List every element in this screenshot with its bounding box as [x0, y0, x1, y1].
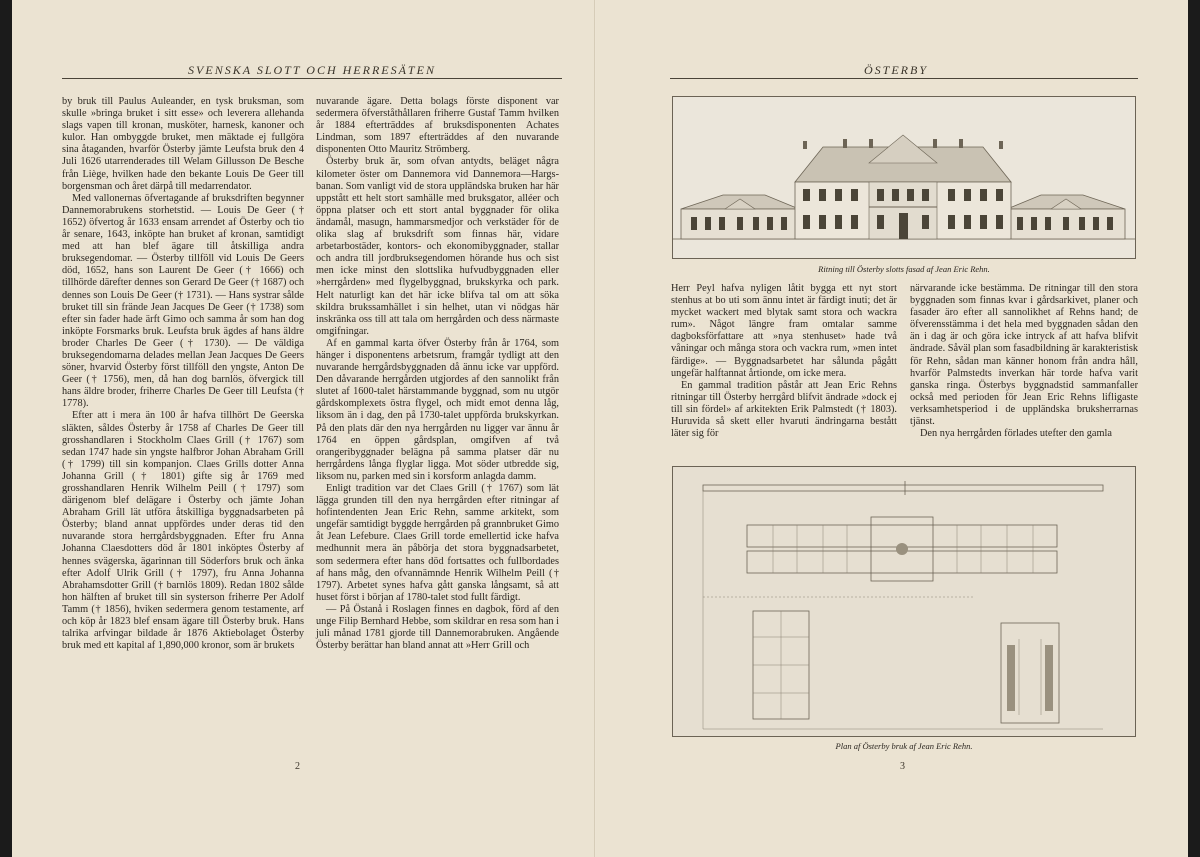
paragraph: Den nya herrgården förlades utefter den gamla [920, 428, 1112, 440]
paragraph: Af en gammal karta öfver Österby från år 1764, som hänger i disponentens arbetsrum, framgår tydligt att den nuvarande herrgårdsbyggnaden då ännu icke var uppförd. Den dåvarande herrgården utgjordes af den sannolikt från slutet af 1600-talet härstammande byggnad, som nu utgör gårdskomplexets östra flygel, och midt emot denna låg, liksom än i dag, den på 1730-talet uppförda brukskyrkan. På den plats där den nya herrgården nu ligger var ännu år 1764 en öppen gårdsplan, omgifven af två orangeribyggnader belägna på samma platser där nu herrgårdens långa flyglar ligga. Mot söder utbredde sig, liksom nu, parken med sin i korsform anlagda damm. [316, 337, 559, 482]
plan-caption: Plan af Österby bruk af Jean Eric Rehn. [835, 741, 973, 751]
paragraph: by bruk till Paulus Auleander, en tysk bruksman, som skulle »bringa bruket i sitt esse» och leverera allehanda slags vapen till kronan, musköter, harnesk, kanoner och kulor. Han ombyggde bruket, men mäktade ej fullgöra sina åtaganden, hvarför Österby jämte Leufsta bruk den 4 Juli 1626 utarrenderades till Welam Gillusson De Besche från Liège, hvilken hade den bekante Louis De Geer till borgensman och året därpå till medarrendator. [62, 96, 304, 192]
facade-caption: Ritning till Österby slotts fasad af Jean Eric Rehn. [818, 264, 990, 274]
facade-illustration [673, 97, 1135, 258]
right-page-column-1 [671, 283, 897, 440]
paragraph: Herr Peyl hafva nyligen låtit bygga ett nyt stort stenhus at bo uti som ännu intet är färdigt inuti; det är mycket wackert med blytak samt stora och wackra rum». Något längre fram omtalar samme dagboksförfattare att »nya stenhuset» hade två våningar och många stora och vackra rum, »men intet färdige». — Byggnadsarbetet har sålunda pågått ungefär halftannat årtionde, om icke mera. [671, 283, 897, 379]
running-head-right: ÖSTERBY [863, 63, 928, 77]
facade-drawing [672, 96, 1136, 259]
paragraph: — På Östanå i Roslagen finnes en dagbok, förd af den unge Filip Bernhard Hebbe, som skildrar en resa som han i juli månad 1781 gjorde till Dannemorabruken. Angående Österby berättar han bland annat att »Herr Grill och [316, 603, 559, 652]
paragraph: nuvarande ägare. Detta bolags förste disponent var sedermera öfverståthållaren friherre Gustaf Tamm hvilken år 1884 efterträddes af bruksdisponenten Achates Lindman, som 1897 efterträddes af den nuvarande disponenten Otto Mauritz Strömberg. [316, 96, 559, 156]
paragraph: Enligt tradition var det Claes Grill († 1767) som lät lägga grunden till den nya herrgården efter ritningar af hofintendenten Jean Eric Rehn, samme arkitekt, som ungefär samtidigt byggde herrgården på grannbruket Gimo åt Jean Lefebure. Claes Grill torde emellertid icke hafva medhunnit mera än påbörja det stora byggnadsarbetet, som sedermera efter hans död fortsattes och fullbordades af hans måg, den ofvannämnde Henrik Wilhelm Peill († 1797). Arbetet synes hafva gått ganska långsamt, så att huset först i början af 1780-talet stod fullt färdigt. [316, 483, 559, 603]
site-plan-drawing [672, 466, 1136, 737]
paragraph: Efter att i mera än 100 år hafva tillhört De Geerska släkten, såldes Österby år 1758 af Charles De Geer till grosshandlaren i Stockholm Claes Grill († 1767) som sedan 1747 hade sin yngste halfbror Johan Abraham Grill († 1799) till sin kompanjon. Claes Grills dotter Anna Johanna Grill († 1801) gifte sig år 1769 med grosshandlaren Henrik Wilhelm Peill († 1797) som därigenom blef delägare i Österby och jämte Johan Abraham Grill lät utföra åtskilliga byggnadsarbeten på Österby; bland annat uppfördes under deras tid den nuvarande stora herrgårdsbyggnaden. Efter fru Anna Johanna Claesdotters död år 1801 inköptes Österby af hennes svägerska, ägarinnan till Söderfors bruk och änka efter Adolf Ulrik Grill († 1797), fru Anna Johanna Abrahamsdotter Grill († barnlös 1809). Redan 1802 sålde hon hälften af bruket till sin systerson friherre Per Adolf Tamm († 1856), hviken sedermera genom testamente, arf och köp år 1823 blef ensam ägare till Österby bruk. Hans talrika arfvingar bildade år 1876 Aktiebolaget Österby bruk med ett kapital af 1,890,000 kronor, som är brukets [62, 410, 304, 652]
paragraph: En gammal tradition påstår att Jean Eric Rehns ritningar till Österby herrgård blifvit ändrade »dock ej till sin fördel» af arkitekten Erik Palmstedt († 1803). Huruvida så skett eller hvaruti ändringarna bestått läter sig för [671, 379, 897, 440]
page-number-left: 2 [295, 761, 300, 772]
header-rule-left [62, 78, 562, 79]
left-page-column-2 [316, 96, 559, 652]
left-page-column-1 [62, 96, 304, 652]
page-number-right: 3 [900, 761, 905, 772]
paragraph: närvarande icke bestämma. De ritningar till den stora byggnaden som finnas kvar i gårdsarkivet, planer och fasader äro efter all sannolikhet af Rehns hand; de öfverensstämma i det hela med byggnaden sådan den än i dag är och göra icke intryck af att hafva blifvit ändrade. Såväl plan som fasadbildning är karakteristisk för Rehn, sådan man känner honom från andra håll, hvarför Palmstedts inverkan här torde hafva varit ganska ringa. Österbys byggnadstid sammanfaller också med perioden för Jean Eric Rehns lifligaste verksamhetsperiod i de uppländska bruksherrarnas tjänst. [910, 283, 1138, 428]
header-rule-right [670, 78, 1138, 79]
running-head-left: SVENSKA SLOTT OCH HERRESÄTEN [188, 63, 436, 77]
right-page [596, 0, 1188, 857]
right-page-column-2 [910, 283, 1138, 440]
paragraph: Österby bruk är, som ofvan antydts, beläget några kilometer öster om Dannemora vid Dannemora—Hargs-banan. Som vanligt vid de stora uppländska bruken har här uppstått ett helt stort samhälle med bruksgator, alléer och öppna platser och ett stort antal byggnader för olika ändamål, masugn, hammarsmedjor och verkstäder för de olika slag af bruksdrift som finnas här, vidare arbetarbostäder, kontors- och ekonomibyggnader, stallar och andra till jordbruksegendomen hörande hus och sist men icke minst den slottslika hufvudbyggnaden eller »herrgården» med flygelbyggnad, brukskyrka och park. Helt naturligt kan det här icke blifva tal om att söka skildra brukssamhället i sin helhet, utan vi nödgas här inskränka oss till att tala om herrgården och dess närmaste omgifningar. [316, 156, 559, 337]
left-page [12, 0, 595, 857]
paragraph: Med vallonernas öfvertagande af bruksdriften begynner Dannemorabrukens storhetstid. — Louis De Geer († 1652) öfvertog år 1633 ensam arrendet af Österby och tio år senare, 1643, inköpte han bruket af kronan, samtidigt med att han blef ägare till åtskilliga andra bruksegendomar. — Österby tillföll vid Louis De Geers död, 1652, hans son Laurent De Geer († 1666) och tillhörde därefter dennes son Gerard De Geer († 1687) och dennes son Louis De Geer († 1731). — Hans systrar sålde bruket till sin frände Jean Jacques De Geer († 1738) som efter sin fader hade ärft Gimo och samma år som han dog inköpte Forsmarks bruk. Leufsta bruk ägdes af hans äldre broder Charles De Geer († 1730). — De väldiga bruksegendomarna delades mellan Jean Jacques De Geers söner, hvarvid Österby först tillföll den yngste, Anton De Geer († 1756), men, då han dog barnlös, öfvergick till hans äldre broder, friherre Charles De Geer till Leufsta († 1778). [62, 192, 304, 410]
plan-illustration [673, 467, 1135, 736]
